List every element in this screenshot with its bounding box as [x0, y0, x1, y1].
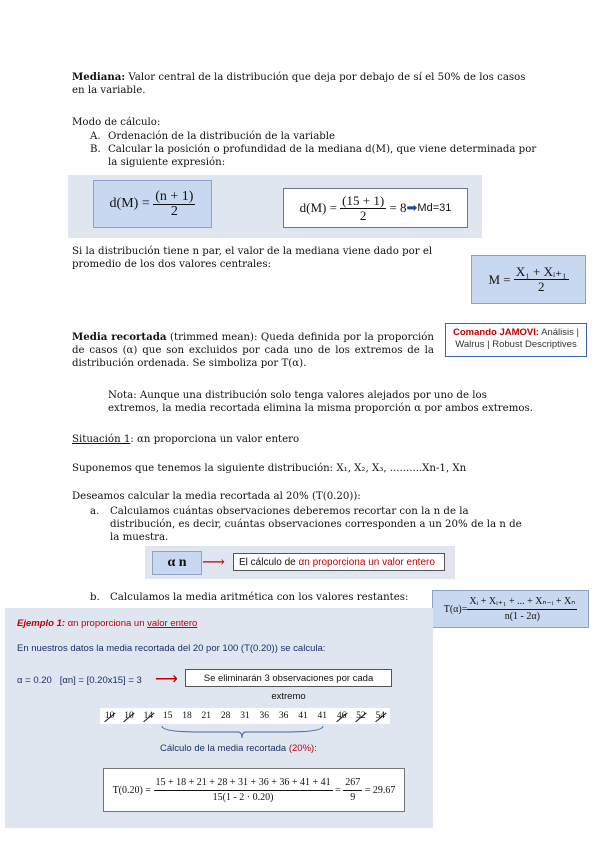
- remove-obs-box: Se eliminarán 3 observaciones por cada extremo: [185, 669, 392, 687]
- value-item: 36: [259, 711, 270, 721]
- value-item: 21: [201, 711, 212, 721]
- mediana-par-text: Si la distribución tiene n par, el valor de la mediana viene dado por el promedio de los dos valores centrales:: [72, 246, 433, 270]
- ejemplo-line1: En nuestros datos la media recortada del 20 por 100 (T(0.20)) se calcula:: [17, 643, 326, 654]
- suponemos-text: Suponemos que tenemos la siguiente distribución: X₁, X₂, X₃, ..........Xn-1, Xn: [72, 463, 467, 474]
- final-fraction-2: $\frac{267}{9}$: [345, 776, 361, 803]
- value-item: 41: [298, 711, 308, 721]
- t-alpha-fraction: $\frac{\text{Xᵢ + Xᵢ₊₁ + ... + Xₙ₋ᵢ + Xₙ}}{n(1 - 2\alpha)}$: [469, 595, 576, 622]
- media-recortada-title: Media recortada: [72, 331, 167, 343]
- ejemplo-title: Ejemplo 1: αn proporciona un valor entero: [17, 618, 198, 629]
- brace-icon: [160, 724, 325, 740]
- dm-example-box: d(M) = $\frac{(15 + 1)}{2}$ = 8 ➡ Md=31: [283, 188, 468, 228]
- value-item: 36: [278, 711, 289, 721]
- value-item: 14: [143, 711, 154, 721]
- value-item: 18: [182, 711, 192, 721]
- value-item: 31: [240, 711, 250, 721]
- value-item: 15: [162, 711, 173, 721]
- value-item: 54: [375, 711, 385, 721]
- par-fraction: $\frac{\text{X₁ + Xᵢ₊₁}}{2}$: [515, 264, 567, 294]
- step-b: B. Calcular la posición o profundidad de la mediana d(M), que viene determinada por la siguiente expresión:: [90, 144, 537, 168]
- modo-calculo-label: Modo de cálculo:: [72, 117, 161, 128]
- dm-formula-box: d(M) = $\frac{(n + 1)}{2}$: [93, 180, 212, 228]
- step-a-trim: a. Calculamos cuántas observaciones deberemos recortar con la n de la distribución, es decir, cuántas observaciones corresponden a un 20% de la n de la muestra.: [90, 506, 522, 543]
- arrow-right-icon: ⟶: [202, 552, 225, 571]
- final-formula-box: T(0.20) = $\frac{15 + 18 + 21 + 28 + 31 + 36 + 36 + 41 + 41}{15(1 - 2 \cdot 0.20)}$ = $\frac{267}{9}$ = 29.67: [103, 768, 405, 812]
- dm-fraction: $\frac{(n + 1)}{2}$: [155, 188, 194, 219]
- ejemplo-panel: [5, 608, 433, 828]
- arrow-right-icon: ➡: [406, 200, 418, 215]
- value-item: 46: [336, 711, 347, 721]
- calc-caption: Cálculo de la media recortada (20%):: [160, 743, 317, 754]
- value-item: 10: [124, 711, 134, 721]
- value-item: 10: [104, 711, 115, 721]
- t-alpha-formula: T(α)= $\frac{\text{Xᵢ + Xᵢ₊₁ + ... + Xₙ₋ᵢ + Xₙ}}{n(1 - 2\alpha)}$: [432, 590, 589, 628]
- calc-label-box: El cálculo de αn proporciona un valor entero: [233, 553, 445, 571]
- mediana-title: Mediana:: [72, 71, 126, 83]
- step-a: A. Ordenación de la distribución de la variable: [90, 131, 336, 142]
- nota-text: Nota: Aunque una distribución solo tenga valores alejados por uno de los extremos, la media recortada elimina la misma proporción α por ambos extremos.: [108, 390, 533, 414]
- dm-example-fraction: $\frac{(15 + 1)}{2}$: [342, 192, 385, 223]
- value-item: 52: [356, 711, 366, 721]
- mediana-par-formula: M = $\frac{\text{X₁ + Xᵢ₊₁}}{2}$: [471, 255, 586, 304]
- mediana-steps: [90, 130, 540, 169]
- media-recortada-paragraph: Media recortada (trimmed mean): Queda definida por la proporción de casos (α) que son excluidos por cada uno de los extremos de la distribución ordenada. Se simboliza por T(α).: [72, 331, 434, 369]
- mediana-paragraph: [72, 71, 532, 97]
- deseamos-text: Deseamos calcular la media recortada al 20% (T(0.20)):: [72, 491, 361, 502]
- step-b-trim: b. Calculamos la media aritmética con los valores restantes:: [90, 592, 409, 603]
- arrow-right-icon: ⟶: [155, 671, 178, 688]
- value-item: 41: [317, 711, 328, 721]
- values-row: [100, 708, 390, 724]
- jamovi-command-box: Comando JAMOVI: Análisis | Walrus | Robust Descriptives: [445, 323, 587, 357]
- final-fraction: $\frac{15 + 18 + 21 + 28 + 31 + 36 + 36 + 41 + 41}{15(1 - 2 \cdot 0.20)}$: [155, 776, 331, 803]
- value-item: 28: [220, 711, 231, 721]
- situacion-line: Situación 1: αn proporciona un valor entero: [72, 434, 300, 445]
- mediana-definition: Valor central de la distribución que deja por debajo de sí el 50% de los casos en la variable.: [72, 72, 526, 96]
- alpha-calc-line: α = 0.20 [αn] = [0.20x15] = 3: [17, 675, 142, 686]
- alpha-n-box: α n: [152, 551, 202, 575]
